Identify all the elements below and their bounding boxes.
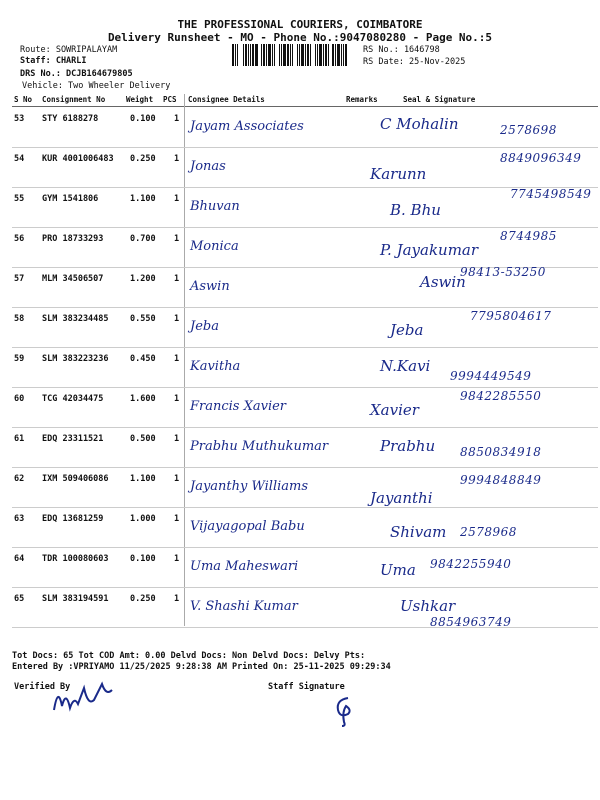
row-consignee-name: Aswin [190, 279, 230, 294]
row-sno: 65 [14, 594, 25, 604]
verifier-signature [50, 676, 120, 716]
table-row [12, 187, 598, 228]
row-signature: Prabhu [380, 437, 436, 455]
row-consignee-name: Bhuvan [190, 199, 240, 214]
row-sno: 55 [14, 194, 25, 204]
row-phone: 9994449549 [450, 369, 532, 383]
row-signature-area [350, 467, 596, 505]
row-weight: 1.100 [130, 474, 156, 484]
col-pcs: PCS [163, 95, 177, 104]
row-pcs: 1 [174, 354, 180, 364]
row-sno: 57 [14, 274, 25, 284]
totals-line: Tot Docs: 65 Tot COD Amt: 0.00 Delvd Docs: Non Delvd Docs: Delvy Pts: [12, 651, 366, 661]
route: Route: SOWRIPALAYAM [20, 45, 118, 55]
row-consignment-no: SLM 383223236 [42, 354, 109, 364]
row-pcs: 1 [174, 194, 180, 204]
row-consignee-name: Monica [190, 239, 239, 254]
row-signature: B. Bhu [390, 201, 441, 219]
row-weight: 0.450 [130, 354, 156, 364]
row-sno: 56 [14, 234, 25, 244]
row-sno: 54 [14, 154, 25, 164]
row-signature: Ushkar [400, 597, 456, 615]
row-consignment-no: SLM 383234485 [42, 314, 109, 324]
table-row [12, 547, 598, 588]
staff-signature-label: Staff Signature [268, 682, 345, 692]
row-consignment-no: SLM 383194591 [42, 594, 109, 604]
row-pcs: 1 [174, 314, 180, 324]
row-weight: 1.200 [130, 274, 156, 284]
vehicle: Vehicle: Two Wheeler Delivery [22, 81, 171, 91]
col-consignment: Consignment No [42, 95, 106, 104]
company-title: THE PROFESSIONAL COURIERS, COIMBATORE [177, 18, 423, 31]
row-pcs: 1 [174, 434, 180, 444]
table-row [12, 267, 598, 308]
row-pcs: 1 [174, 514, 180, 524]
row-pcs: 1 [174, 234, 180, 244]
row-consignee-name: Jeba [190, 319, 219, 334]
row-phone: 8744985 [500, 229, 557, 243]
row-sno: 59 [14, 354, 25, 364]
row-consignment-no: TDR 100080603 [42, 554, 109, 564]
row-phone: 2578968 [460, 525, 517, 539]
row-consignment-no: GYM 1541806 [42, 194, 99, 204]
rs-date: RS Date: 25-Nov-2025 [363, 57, 466, 67]
row-signature-area [350, 107, 596, 145]
row-phone: 98413-53250 [460, 265, 546, 279]
row-pcs: 1 [174, 114, 180, 124]
row-consignee-name: Jayanthy Williams [190, 479, 309, 494]
row-phone: 8854963749 [430, 615, 512, 629]
row-weight: 1.100 [130, 194, 156, 204]
row-phone: 7745498549 [510, 187, 592, 201]
table-row [12, 587, 598, 628]
row-pcs: 1 [174, 274, 180, 284]
row-sno: 58 [14, 314, 25, 324]
row-phone: 7795804617 [470, 309, 552, 323]
row-weight: 0.250 [130, 594, 156, 604]
row-signature: Jayanthi [370, 489, 433, 507]
row-signature-area [350, 187, 596, 225]
row-phone: 9842255940 [430, 557, 512, 571]
table-row [12, 147, 598, 188]
col-remarks: Remarks [346, 95, 378, 104]
table-row [12, 427, 598, 468]
table-row [12, 347, 598, 388]
row-signature: P. Jayakumar [380, 241, 479, 259]
row-consignment-no: EDQ 23311521 [42, 434, 104, 444]
table-row [12, 387, 598, 428]
row-signature-area [350, 267, 596, 305]
row-signature-area [350, 307, 596, 345]
row-consignee-name: Jayam Associates [190, 119, 304, 134]
row-phone: 2578698 [500, 123, 557, 137]
col-seal: Seal & Signature [403, 95, 476, 104]
barcode [232, 44, 358, 66]
row-weight: 0.250 [130, 154, 156, 164]
table-row [12, 507, 598, 548]
row-consignment-no: PRO 18733293 [42, 234, 104, 244]
row-pcs: 1 [174, 594, 180, 604]
row-signature-area [350, 547, 596, 585]
row-signature: C Mohalin [380, 115, 459, 133]
row-consignment-no: IXM 509406086 [42, 474, 109, 484]
table-row [12, 107, 598, 148]
row-pcs: 1 [174, 474, 180, 484]
col-weight: Weight [126, 95, 154, 104]
staff: Staff: CHARLI [20, 56, 87, 66]
table-row [12, 467, 598, 508]
row-signature-area [350, 347, 596, 385]
row-consignment-no: MLM 34506507 [42, 274, 104, 284]
row-consignee-name: Kavitha [190, 359, 241, 374]
row-consignment-no: KUR 4001006483 [42, 154, 114, 164]
row-signature-area [350, 507, 596, 545]
row-signature-area [350, 587, 596, 629]
row-signature: Jeba [390, 321, 424, 339]
row-weight: 0.500 [130, 434, 156, 444]
row-consignee-name: Vijayagopal Babu [190, 519, 305, 534]
row-sno: 60 [14, 394, 25, 404]
row-sno: 61 [14, 434, 25, 444]
row-signature: Aswin [420, 273, 466, 291]
row-consignee-name: Jonas [190, 159, 226, 174]
row-weight: 0.100 [130, 554, 156, 564]
row-weight: 0.100 [130, 114, 156, 124]
runsheet-title: Delivery Runsheet - MO - Phone No.:9047080280 - Page No.:5 [107, 31, 493, 44]
row-sno: 62 [14, 474, 25, 484]
row-signature-area [350, 147, 596, 185]
row-pcs: 1 [174, 394, 180, 404]
row-phone: 9994848849 [460, 473, 542, 487]
row-signature-area [350, 427, 596, 465]
row-weight: 1.600 [130, 394, 156, 404]
row-sno: 64 [14, 554, 25, 564]
row-consignment-no: EDQ 13681259 [42, 514, 104, 524]
staff-signature [330, 692, 360, 728]
table-header [12, 94, 598, 107]
col-sno: S No [14, 95, 33, 104]
row-sno: 53 [14, 114, 25, 124]
row-sno: 63 [14, 514, 25, 524]
row-signature: Xavier [370, 401, 419, 419]
table-row [12, 227, 598, 268]
row-signature: Uma [380, 561, 416, 579]
row-signature: N.Kavi [380, 357, 431, 375]
entered-by-line: Entered By :VPRIYAMO 11/25/2025 9:28:38 AM Printed On: 25-11-2025 09:29:34 [12, 662, 391, 672]
col-consignee: Consignee Details [188, 95, 265, 104]
row-phone: 8849096349 [500, 151, 582, 165]
rs-number: RS No.: 1646798 [363, 45, 440, 55]
row-signature-area [350, 387, 596, 425]
row-consignee-name: Uma Maheswari [190, 559, 299, 574]
table-row [12, 307, 598, 348]
row-signature: Shivam [390, 523, 447, 541]
row-consignee-name: Francis Xavier [190, 399, 287, 414]
row-consignment-no: TCG 42034475 [42, 394, 104, 404]
verified-by-label: Verified By [14, 682, 71, 692]
row-consignment-no: STY 6188278 [42, 114, 99, 124]
row-weight: 0.550 [130, 314, 156, 324]
row-phone: 8850834918 [460, 445, 542, 459]
drs-number: DRS No.: DCJB164679805 [20, 69, 133, 79]
row-consignee-name: V. Shashi Kumar [190, 599, 298, 614]
row-weight: 1.000 [130, 514, 156, 524]
row-pcs: 1 [174, 154, 180, 164]
row-phone: 9842285550 [460, 389, 542, 403]
row-consignee-name: Prabhu Muthukumar [190, 439, 329, 454]
row-weight: 0.700 [130, 234, 156, 244]
row-signature: Karunn [370, 165, 427, 183]
row-signature-area [350, 227, 596, 265]
row-pcs: 1 [174, 554, 180, 564]
